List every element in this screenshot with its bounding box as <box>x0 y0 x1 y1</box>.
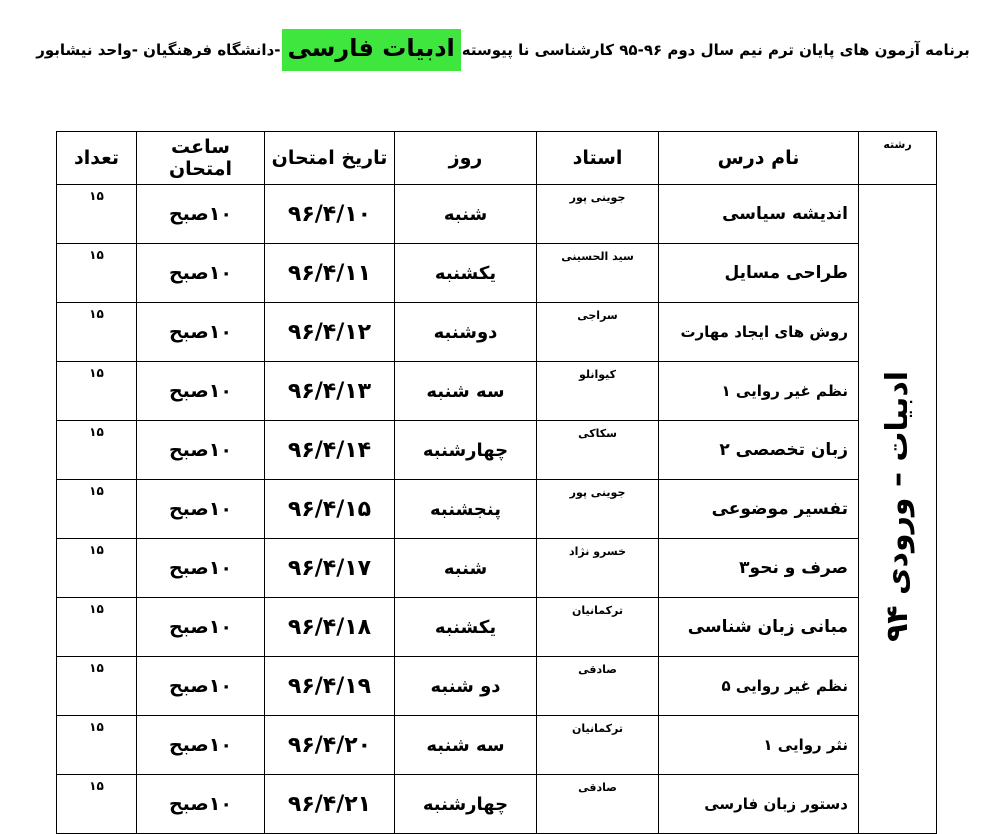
exam-time: ۱۰صبح <box>137 244 265 303</box>
exam-time: ۱۰صبح <box>137 362 265 421</box>
table-row <box>57 598 937 657</box>
exam-time: ۱۰صبح <box>137 539 265 598</box>
teacher-name: جوینی پور <box>537 185 659 244</box>
title-suffix: -دانشگاه فرهنگیان -واحد نیشابور <box>36 41 281 59</box>
student-count: ۱۵ <box>57 185 137 244</box>
exam-date: ۹۶/۴/۱۸ <box>265 598 395 657</box>
student-count: ۱۵ <box>57 421 137 480</box>
course-name: طراحی مسایل <box>659 244 859 303</box>
exam-date: ۹۶/۴/۱۹ <box>265 657 395 716</box>
student-count: ۱۵ <box>57 303 137 362</box>
course-name: دستور زبان فارسی <box>659 775 859 834</box>
exam-day: سه شنبه <box>395 362 537 421</box>
exam-day: یکشنبه <box>395 598 537 657</box>
exam-date: ۹۶/۴/۱۱ <box>265 244 395 303</box>
course-name: مبانی زبان شناسی <box>659 598 859 657</box>
student-count: ۱۵ <box>57 480 137 539</box>
table-row <box>57 421 937 480</box>
teacher-name: جوینی پور <box>537 480 659 539</box>
field-label: ادبیات – ورودی ۹۴ <box>880 371 915 643</box>
exam-day: یکشنبه <box>395 244 537 303</box>
exam-time: ۱۰صبح <box>137 421 265 480</box>
student-count: ۱۵ <box>57 244 137 303</box>
exam-date: ۹۶/۴/۱۰ <box>265 185 395 244</box>
teacher-name: ترکمانیان <box>537 716 659 775</box>
table-row <box>57 303 937 362</box>
header-time: ساعت امتحان <box>137 132 265 185</box>
course-name: نظم غیر روایی ۱ <box>659 362 859 421</box>
course-name: زبان تخصصی ۲ <box>659 421 859 480</box>
table-row <box>57 775 937 834</box>
teacher-name: صادقی <box>537 657 659 716</box>
student-count: ۱۵ <box>57 775 137 834</box>
exam-date: ۹۶/۴/۱۷ <box>265 539 395 598</box>
table-row <box>57 539 937 598</box>
student-count: ۱۵ <box>57 362 137 421</box>
teacher-name: سراجی <box>537 303 659 362</box>
exam-time: ۱۰صبح <box>137 598 265 657</box>
exam-date: ۹۶/۴/۲۰ <box>265 716 395 775</box>
exam-date: ۹۶/۴/۲۱ <box>265 775 395 834</box>
exam-day: دوشنبه <box>395 303 537 362</box>
exam-day: پنجشنبه <box>395 480 537 539</box>
course-name: نثر روایی ۱ <box>659 716 859 775</box>
student-count: ۱۵ <box>57 716 137 775</box>
exam-time: ۱۰صبح <box>137 185 265 244</box>
field-cell <box>859 185 937 834</box>
exam-date: ۹۶/۴/۱۳ <box>265 362 395 421</box>
table-row <box>57 657 937 716</box>
exam-date: ۹۶/۴/۱۲ <box>265 303 395 362</box>
teacher-name: صادقی <box>537 775 659 834</box>
student-count: ۱۵ <box>57 598 137 657</box>
header-count: تعداد <box>57 132 137 185</box>
header-field: رشته <box>859 132 937 185</box>
table-row <box>57 362 937 421</box>
exam-schedule-table <box>56 131 937 834</box>
teacher-name: سید الحسینی <box>537 244 659 303</box>
document-title <box>36 22 970 78</box>
teacher-name: خسرو نژاد <box>537 539 659 598</box>
teacher-name: سکاکی <box>537 421 659 480</box>
exam-time: ۱۰صبح <box>137 716 265 775</box>
header-date: تاریخ امتحان <box>265 132 395 185</box>
teacher-name: ترکمانیان <box>537 598 659 657</box>
exam-time: ۱۰صبح <box>137 303 265 362</box>
exam-day: شنبه <box>395 539 537 598</box>
header-teacher: استاد <box>537 132 659 185</box>
exam-date: ۹۶/۴/۱۵ <box>265 480 395 539</box>
header-course: نام درس <box>659 132 859 185</box>
student-count: ۱۵ <box>57 657 137 716</box>
exam-day: دو شنبه <box>395 657 537 716</box>
exam-time: ۱۰صبح <box>137 657 265 716</box>
exam-day: چهارشنبه <box>395 421 537 480</box>
title-prefix: برنامه آزمون های پایان ترم نیم سال دوم ۹۶-۹۵ کارشناسی نا پیوسته <box>461 41 970 59</box>
table-header-row <box>57 132 937 185</box>
exam-date: ۹۶/۴/۱۴ <box>265 421 395 480</box>
student-count: ۱۵ <box>57 539 137 598</box>
course-name: نظم غیر روایی ۵ <box>659 657 859 716</box>
teacher-name: کیوانلو <box>537 362 659 421</box>
exam-day: سه شنبه <box>395 716 537 775</box>
course-name: روش های ایجاد مهارت <box>659 303 859 362</box>
title-highlight: ادبیات فارسی <box>282 29 461 70</box>
exam-time: ۱۰صبح <box>137 775 265 834</box>
header-day: روز <box>395 132 537 185</box>
table-row <box>57 716 937 775</box>
exam-day: چهارشنبه <box>395 775 537 834</box>
table-body <box>57 185 937 834</box>
course-name: اندیشه سیاسی <box>659 185 859 244</box>
table-row <box>57 185 937 244</box>
table-row <box>57 480 937 539</box>
exam-time: ۱۰صبح <box>137 480 265 539</box>
course-name: صرف و نحو۳ <box>659 539 859 598</box>
table-row <box>57 244 937 303</box>
course-name: تفسیر موضوعی <box>659 480 859 539</box>
exam-day: شنبه <box>395 185 537 244</box>
